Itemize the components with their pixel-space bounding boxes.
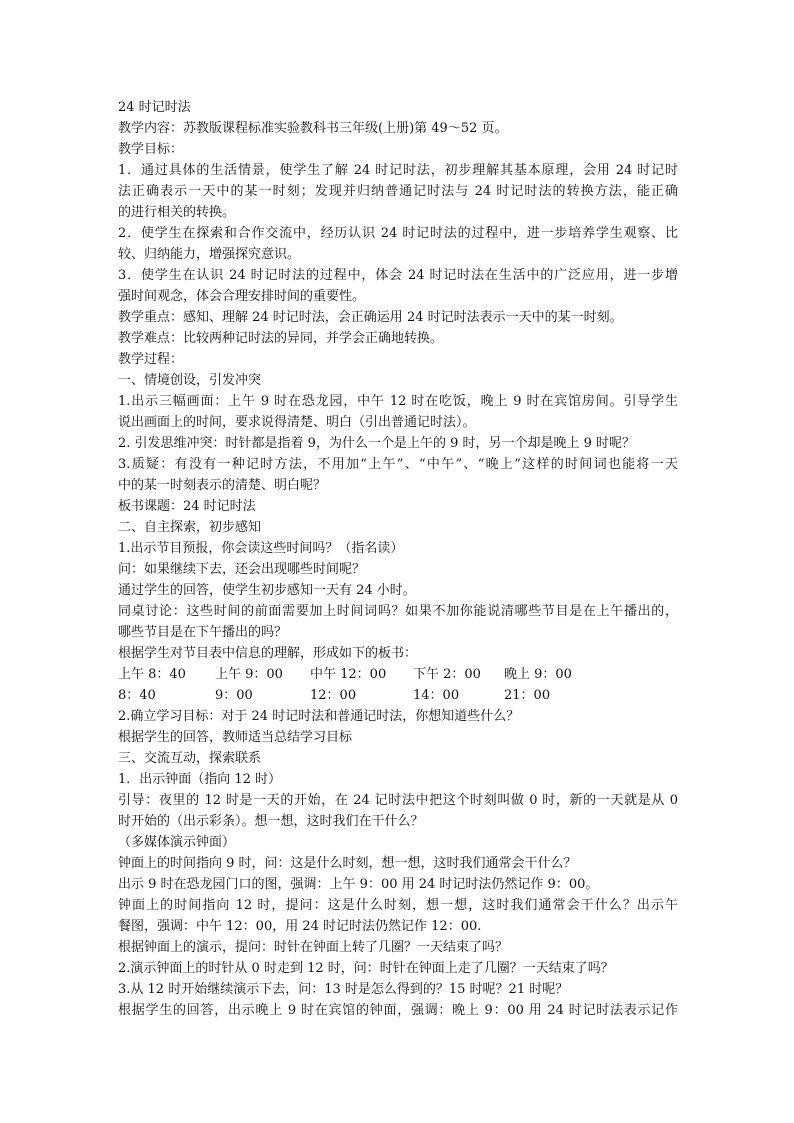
text-line: 教学内容：苏教版课程标准实验教科书三年级(上册)第 49～52 页。	[118, 121, 508, 136]
table-cell: 21：00	[504, 688, 551, 703]
text-line: 哪些节目是在下午播出的吗？	[118, 625, 288, 640]
text-line: 教学目标：	[118, 142, 184, 157]
document-page	[118, 97, 678, 1021]
text-line: 一、情境创设，引发冲突	[118, 373, 262, 388]
text-line: 3．使学生在认识 24 时记时法的过程中，体会 24 时记时法在生活中的广泛应用，进一步增	[118, 268, 678, 283]
text-line: 教学难点：比较两种记时法的异同，并学会正确地转换。	[118, 331, 444, 346]
table-cell: 晚上 9：00	[504, 667, 572, 682]
text-line: 出示 9 时在恐龙园门口的图，强调：上午 9：00 用 24 时记时法仍然记作 9：00。	[118, 877, 599, 892]
text-line: 2. 引发思维冲突：时针都是指着 9，为什么一个是上午的 9 时，另一个却是晚上 9 时呢？	[118, 436, 636, 451]
text-line: 问：如果继续下去，还会出现哪些时间呢？	[118, 562, 366, 577]
table-cell: 12：00	[310, 688, 357, 703]
text-line: 1．出示钟面（指向 12 时）	[118, 772, 282, 787]
text-line: 教学重点：感知、理解 24 时记时法，会正确运用 24 时记时法表示一天中的某一时刻。	[118, 310, 623, 325]
text-line: 2.演示钟面上的时针从 0 时走到 12 时，问：时针在钟面上走了几圈？一天结束了吗？	[118, 961, 614, 976]
text-line: 板书课题：24 时记时法	[118, 499, 256, 514]
text-line: 通过学生的回答，使学生初步感知一天有 24 小时。	[118, 583, 416, 598]
text-line: 钟面上的时间指向 9 时，问：这是什么时刻，想一想，这时我们通常会干什么？	[118, 856, 577, 871]
text-line: 说出画面上的时间，要求说得清楚、明白（引出普通记时法）。	[118, 415, 476, 430]
text-line: 强时间观念，体会合理安排时间的重要性。	[118, 289, 366, 304]
text-line: 钟面上的时间指向 12 时，提问：这是什么时刻，想一想，这时我们通常会干什么？出示午	[118, 898, 678, 913]
text-line: 2．使学生在探索和合作交流中，经历认识 24 时记时法的过程中，进一步培养学生观察、比	[118, 226, 678, 241]
document-body-part2	[118, 706, 678, 1021]
text-line: 24 时记时法	[118, 100, 191, 115]
text-line: 三、交流互动，探索联系	[118, 751, 262, 766]
text-line: 时开始的（出示彩条）。想一想，这时我们在干什么？	[118, 814, 424, 829]
text-line: 餐图，强调：中午 12：00，用 24 时记时法仍然记作 12：00.	[118, 919, 482, 934]
text-line: 1.出示三幅画面：上午 9 时在恐龙园，中午 12 时在吃饭，晚上 9 时在宾馆房间。引导学生	[118, 394, 678, 409]
text-line: 根据钟面上的演示，提问：时针在钟面上转了几圈？一天结束了吗？	[118, 940, 509, 955]
text-line: 根据学生对节目表中信息的理解，形成如下的板书：	[118, 646, 418, 661]
text-line: 根据学生的回答，教师适当总结学习目标	[118, 730, 353, 745]
text-line: 法正确表示一天中的某一时刻；发现并归纳普通记时法与 24 时记时法的转换方法，能正确	[118, 184, 678, 199]
text-line: 较、归纳能力，增强探究意识。	[118, 247, 301, 262]
text-line: 根据学生的回答，出示晚上 9 时在宾馆的钟面，强调：晚上 9：00 用 24 时记时法表示记作	[118, 1003, 678, 1018]
text-line: 1．通过具体的生活情景，使学生了解 24 时记时法，初步理解其基本原理，会用 24 时记时	[118, 163, 678, 178]
text-line: 2.确立学习目标：对于 24 时记时法和普通记时法，你想知道些什么？	[118, 709, 520, 724]
text-line: 教学过程：	[118, 352, 184, 367]
document-body-part1	[118, 97, 678, 664]
table-cell: 下午 2：00	[413, 667, 481, 682]
table-cell: 上午 9：00	[215, 667, 283, 682]
text-line: 引导：夜里的 12 时是一天的开始，在 24 记时法中把这个时刻叫做 0 时，新的一天就是从 0	[118, 793, 678, 808]
text-line: （多媒体演示钟面）	[118, 835, 236, 850]
text-line: 同桌讨论：这些时间的前面需要加上时间词吗？如果不加你能说清哪些节目是在上午播出的，	[118, 604, 678, 619]
table-cell: 上午 8：40	[118, 667, 186, 682]
time-table-row-12h	[118, 664, 678, 685]
text-line: 3.质疑：有没有一种记时方法，不用加“上午”、“中午”、“晚上”这样的时间词也能将一天	[118, 457, 678, 472]
table-cell: 中午 12：00	[310, 667, 387, 682]
text-line: 的进行相关的转换。	[118, 205, 236, 220]
text-line: 3.从 12 时开始继续演示下去，问：13 时是怎么得到的？15 时呢？21 时呢？	[118, 982, 569, 997]
text-line: 中的某一时刻表示的清楚、明白呢？	[118, 478, 327, 493]
text-line: 1.出示节目预报，你会读这些时间吗？（指名读）	[118, 541, 404, 556]
table-cell: 8：40	[118, 688, 156, 703]
table-cell: 14：00	[413, 688, 460, 703]
table-cell: 9：00	[215, 688, 253, 703]
text-line: 二、自主探索，初步感知	[118, 520, 262, 535]
time-table-row-24h	[118, 685, 678, 706]
